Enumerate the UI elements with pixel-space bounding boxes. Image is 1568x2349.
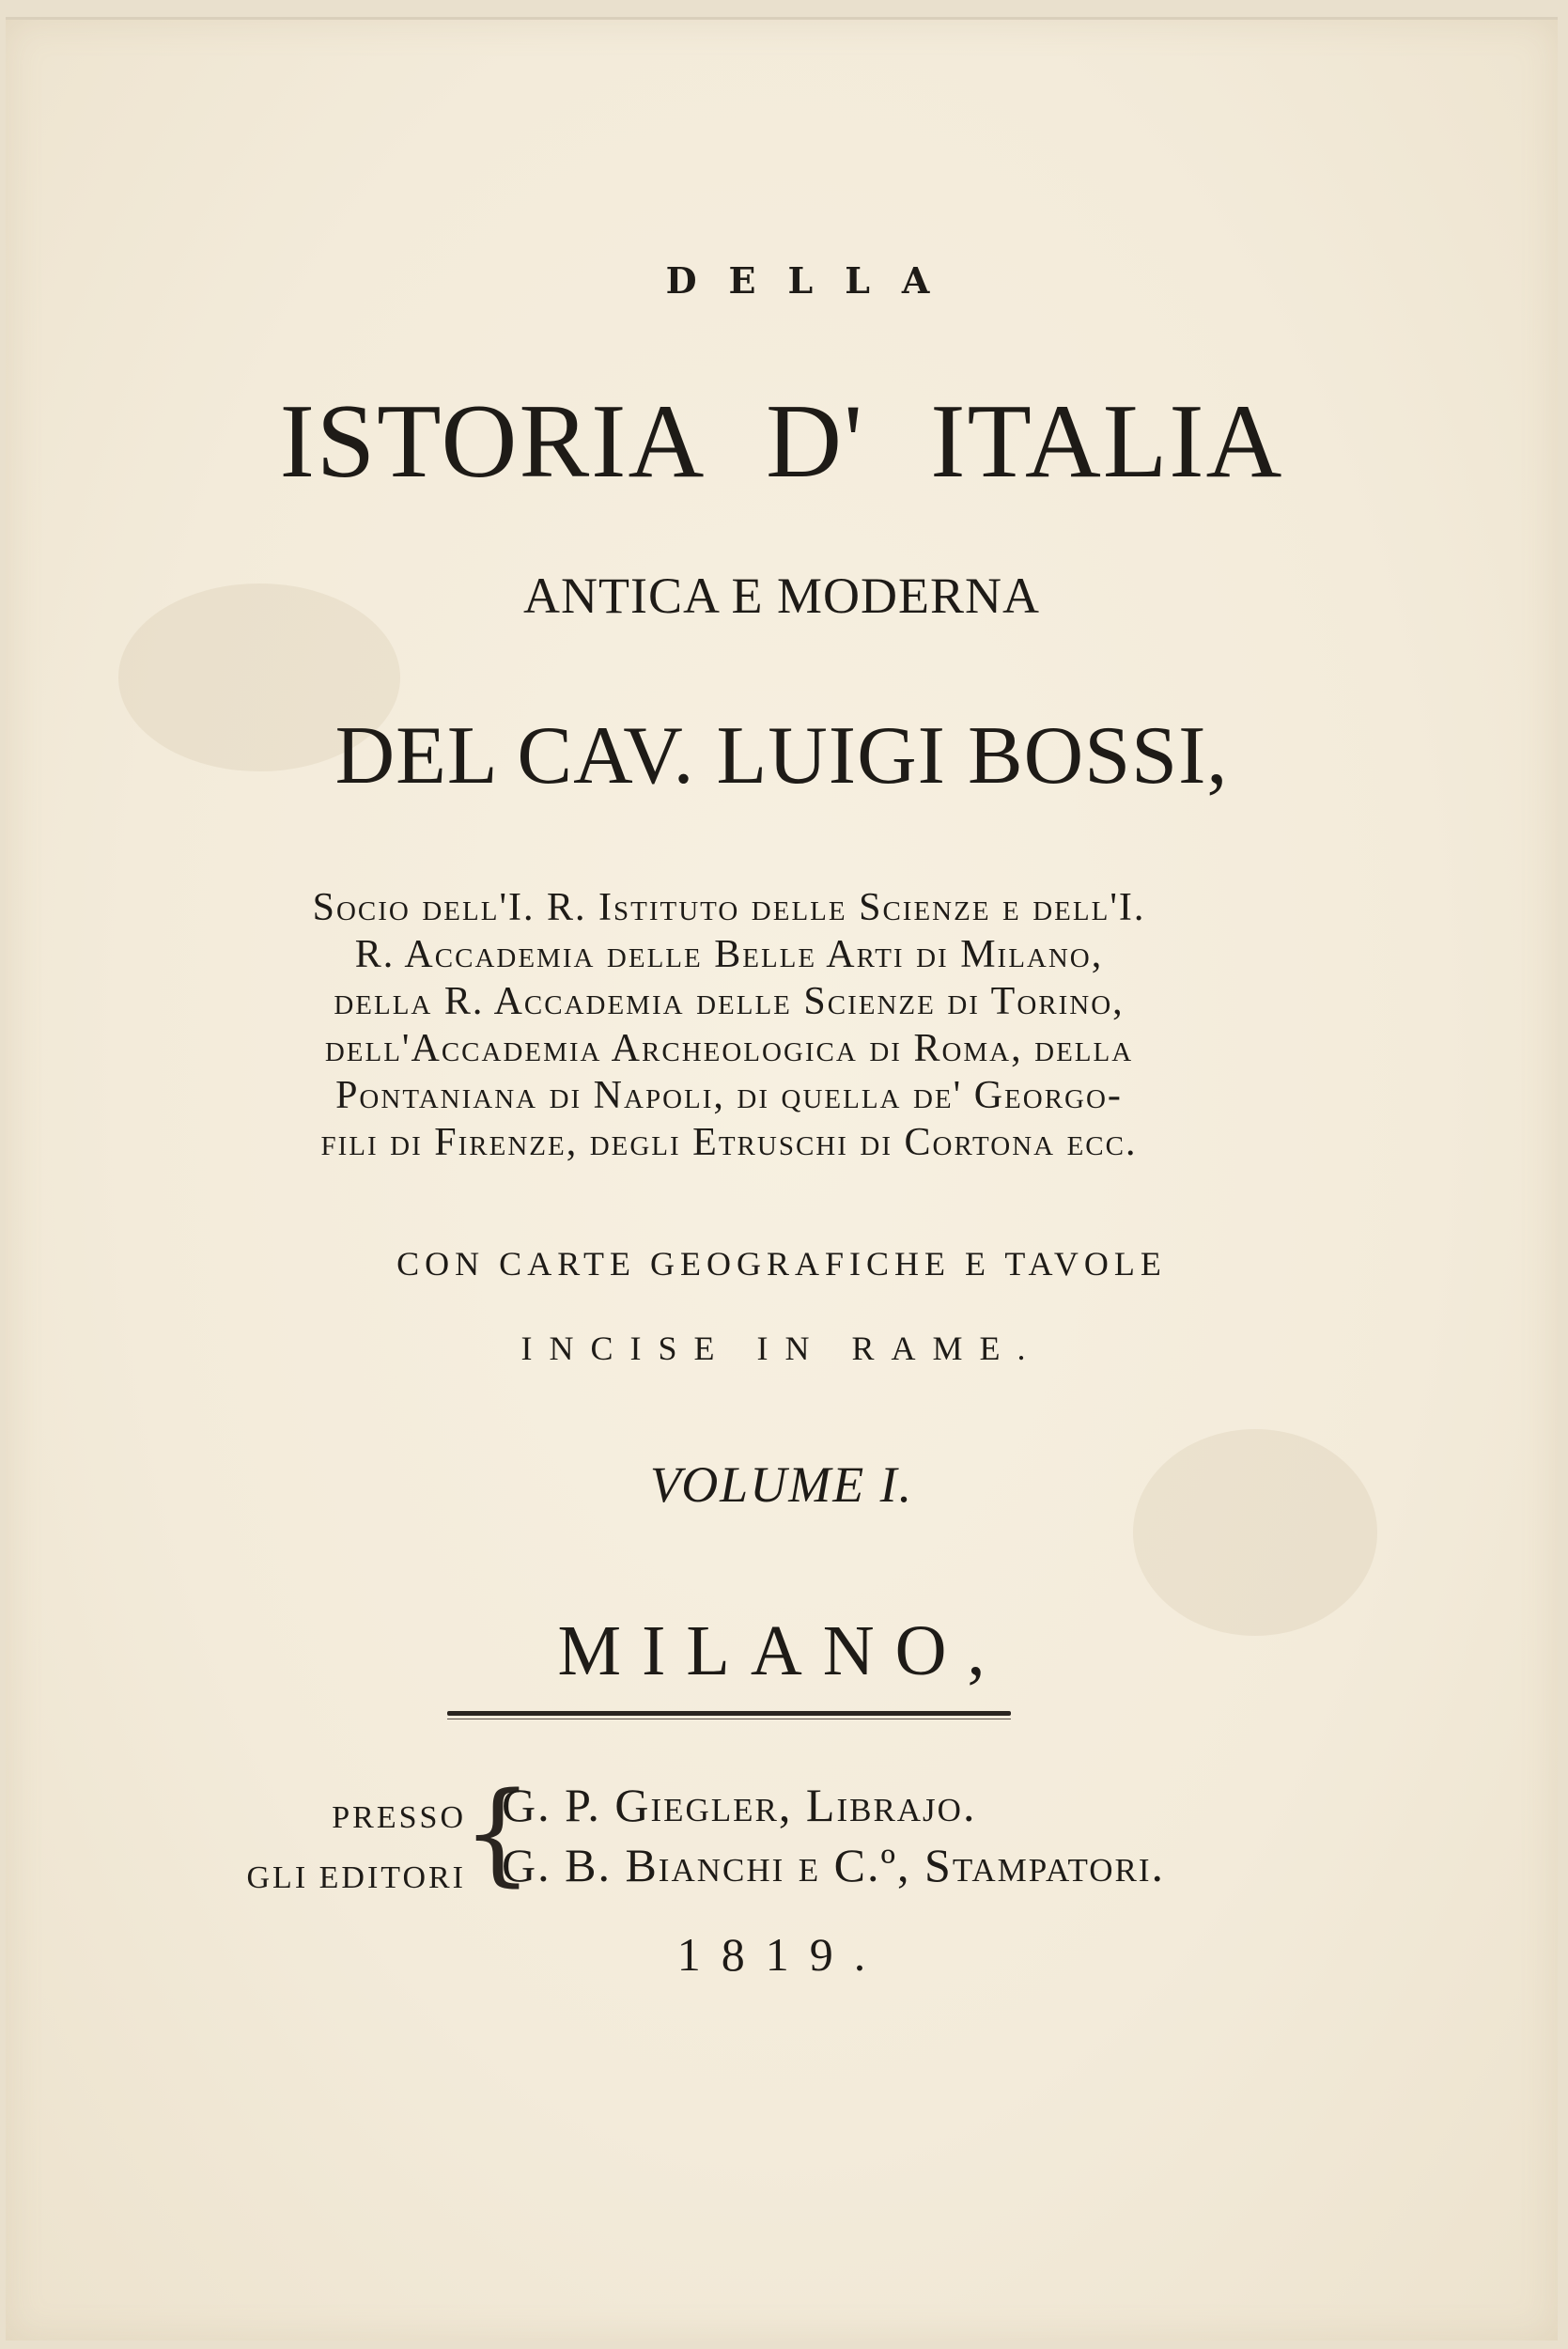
credential-line: R. Accademia delle Belle Arti di Milano, xyxy=(354,933,1104,976)
illustrations-line-2: INCISE IN RAME. xyxy=(520,1330,1043,1367)
credential-line: Socio dell'I. R. Istituto delle Scienze e dell'I. xyxy=(312,886,1146,929)
credential-line: Pontaniana di Napoli, di quella de' Georgo- xyxy=(335,1074,1123,1117)
della-heading: DELLA xyxy=(665,259,962,302)
publication-city: MILANO, xyxy=(557,1611,1006,1690)
publisher-label xyxy=(165,1788,466,1908)
publisher-label-line: GLI EDITORI xyxy=(246,1860,466,1895)
publisher-label-line: PRESSO xyxy=(332,1800,466,1835)
title-page xyxy=(6,17,1558,2341)
publication-year: 1819. xyxy=(676,1928,887,1981)
author-name: DEL CAV. LUIGI BOSSI, xyxy=(334,710,1229,801)
publisher-name-line: G. B. Bianchi e C.º, Stampatori. xyxy=(502,1839,1165,1891)
credential-line: fili di Firenze, degli Etruschi di Cortona ecc. xyxy=(320,1121,1138,1164)
publisher-name-line: G. P. Giegler, Librajo. xyxy=(502,1779,977,1831)
brace-icon: { xyxy=(462,1767,534,1897)
divider-rule xyxy=(447,1711,1011,1716)
credential-line: della R. Accademia delle Scienze di Torino, xyxy=(334,980,1125,1023)
book-subtitle: ANTICA E MODERNA xyxy=(523,568,1040,624)
book-title: ISTORIA D' ITALIA xyxy=(279,383,1284,500)
volume-number: VOLUME I. xyxy=(649,1456,914,1513)
publisher-names xyxy=(502,1775,1165,1895)
author-credentials xyxy=(147,884,1312,1166)
credential-line: dell'Accademia Archeologica di Roma, della xyxy=(324,1027,1134,1070)
illustrations-line-1: CON CARTE GEOGRAFICHE E TAVOLE xyxy=(396,1245,1167,1283)
